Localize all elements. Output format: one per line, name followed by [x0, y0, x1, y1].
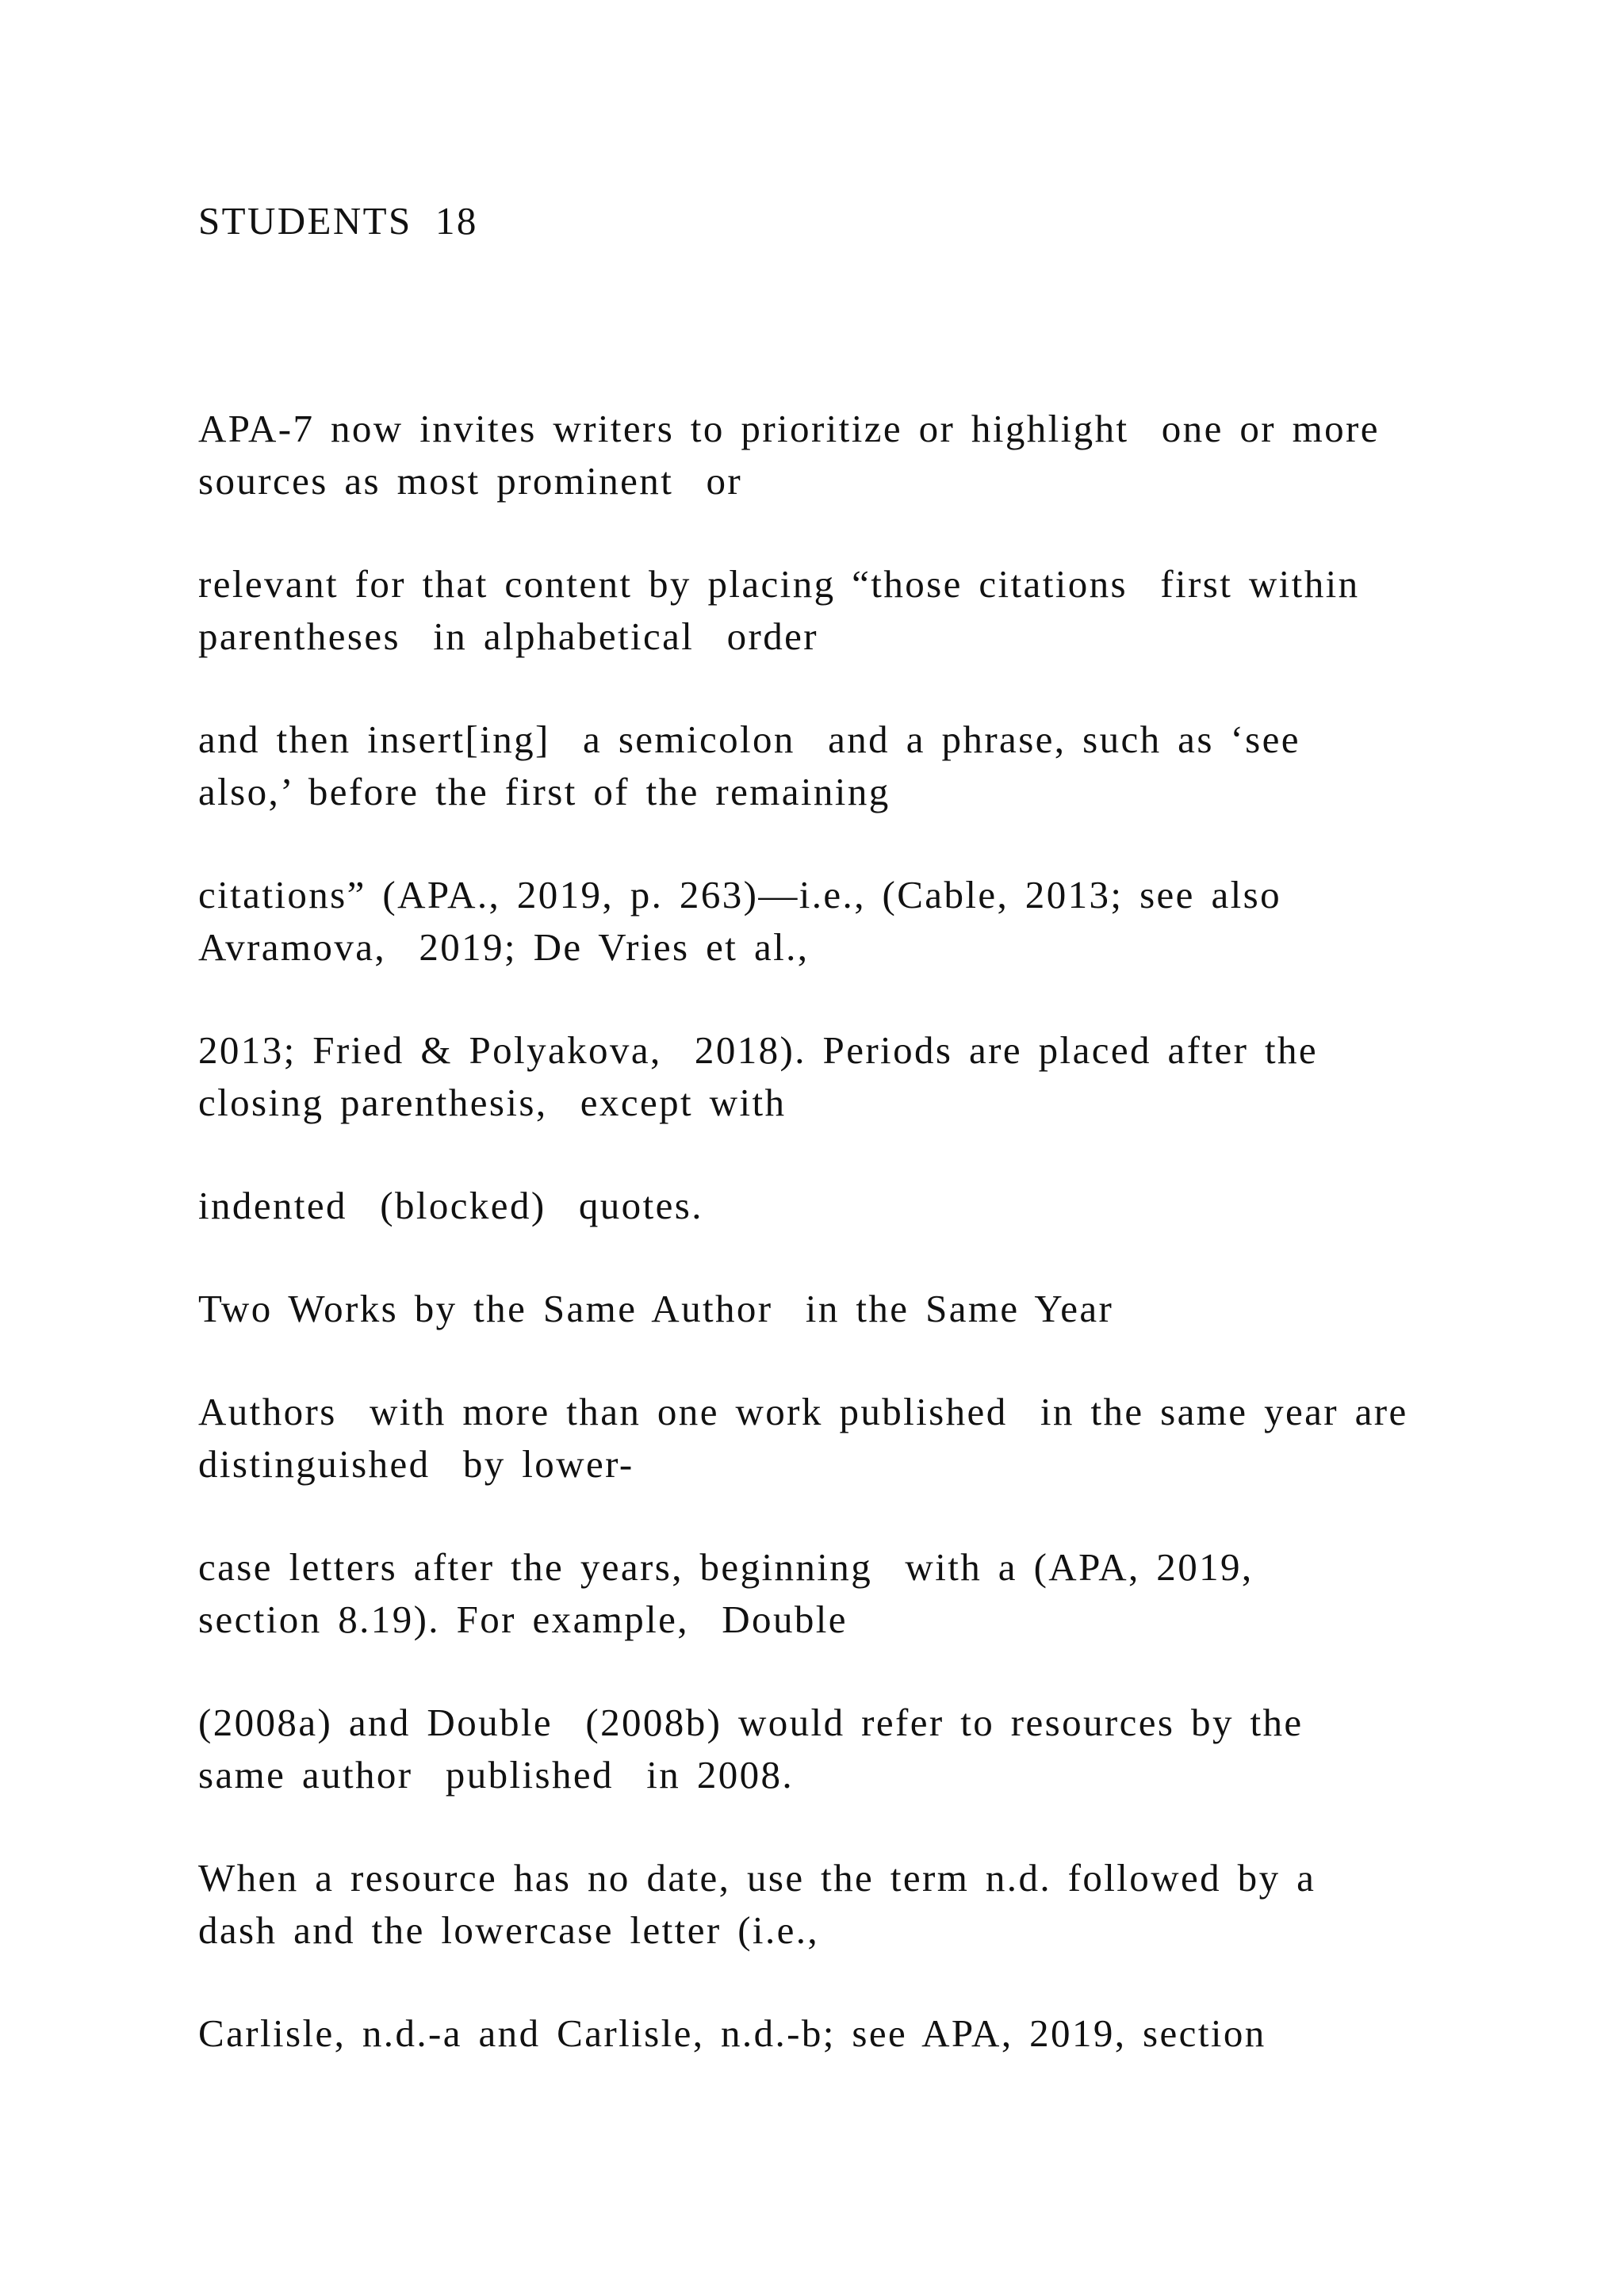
- paragraph: [198, 1386, 1546, 1490]
- text-line: sources as most prominent or: [198, 459, 743, 503]
- paragraph: [198, 558, 1546, 663]
- text-line: dash and the lowercase letter (i.e.,: [198, 1908, 820, 1952]
- running-head: STUDENTS 18: [198, 199, 478, 243]
- text-line: (2008a) and Double (2008b) would refer to resources by the: [198, 1701, 1304, 1744]
- body-text: [198, 403, 1546, 2110]
- paragraph: [198, 869, 1546, 974]
- text-line: case letters after the years, beginning with a (APA, 2019,: [198, 1545, 1254, 1589]
- text-line: When a resource has no date, use the term n.d. followed by a: [198, 1856, 1316, 1900]
- text-line: same author published in 2008.: [198, 1753, 795, 1797]
- section-heading: [198, 1283, 1546, 1335]
- text-line: citations” (APA., 2019, p. 263)—i.e., (Cable, 2013; see also: [198, 873, 1282, 916]
- text-line: and then insert[ing] a semicolon and a phrase, such as ‘see: [198, 718, 1300, 761]
- paragraph: [198, 714, 1546, 818]
- text-line: 2013; Fried & Polyakova, 2018). Periods are placed after the: [198, 1028, 1319, 1072]
- text-line: Avramova, 2019; De Vries et al.,: [198, 925, 810, 969]
- text-line: distinguished by lower-: [198, 1442, 634, 1486]
- heading-text: Two Works by the Same Author in the Same Year: [198, 1287, 1114, 1330]
- text-line: also,’ before the first of the remaining: [198, 770, 891, 813]
- text-line: Authors with more than one work published in the same year are: [198, 1390, 1408, 1433]
- paragraph: [198, 1852, 1546, 1957]
- text-line: relevant for that content by placing “those citations first within: [198, 562, 1360, 606]
- paragraph: [198, 1697, 1546, 1801]
- text-line: APA-7 now invites writers to prioritize or highlight one or more: [198, 407, 1380, 450]
- text-line: closing parenthesis, except with: [198, 1081, 787, 1124]
- paragraph: [198, 1024, 1546, 1129]
- paragraph: [198, 403, 1546, 507]
- text-line: section 8.19). For example, Double: [198, 1598, 848, 1641]
- text-line: Carlisle, n.d.-a and Carlisle, n.d.-b; see APA, 2019, section: [198, 2011, 1266, 2055]
- text-line: indented (blocked) quotes.: [198, 1184, 703, 1227]
- paragraph: [198, 1180, 1546, 1232]
- paragraph: [198, 1541, 1546, 1646]
- paragraph: [198, 2007, 1546, 2060]
- text-line: parentheses in alphabetical order: [198, 614, 819, 658]
